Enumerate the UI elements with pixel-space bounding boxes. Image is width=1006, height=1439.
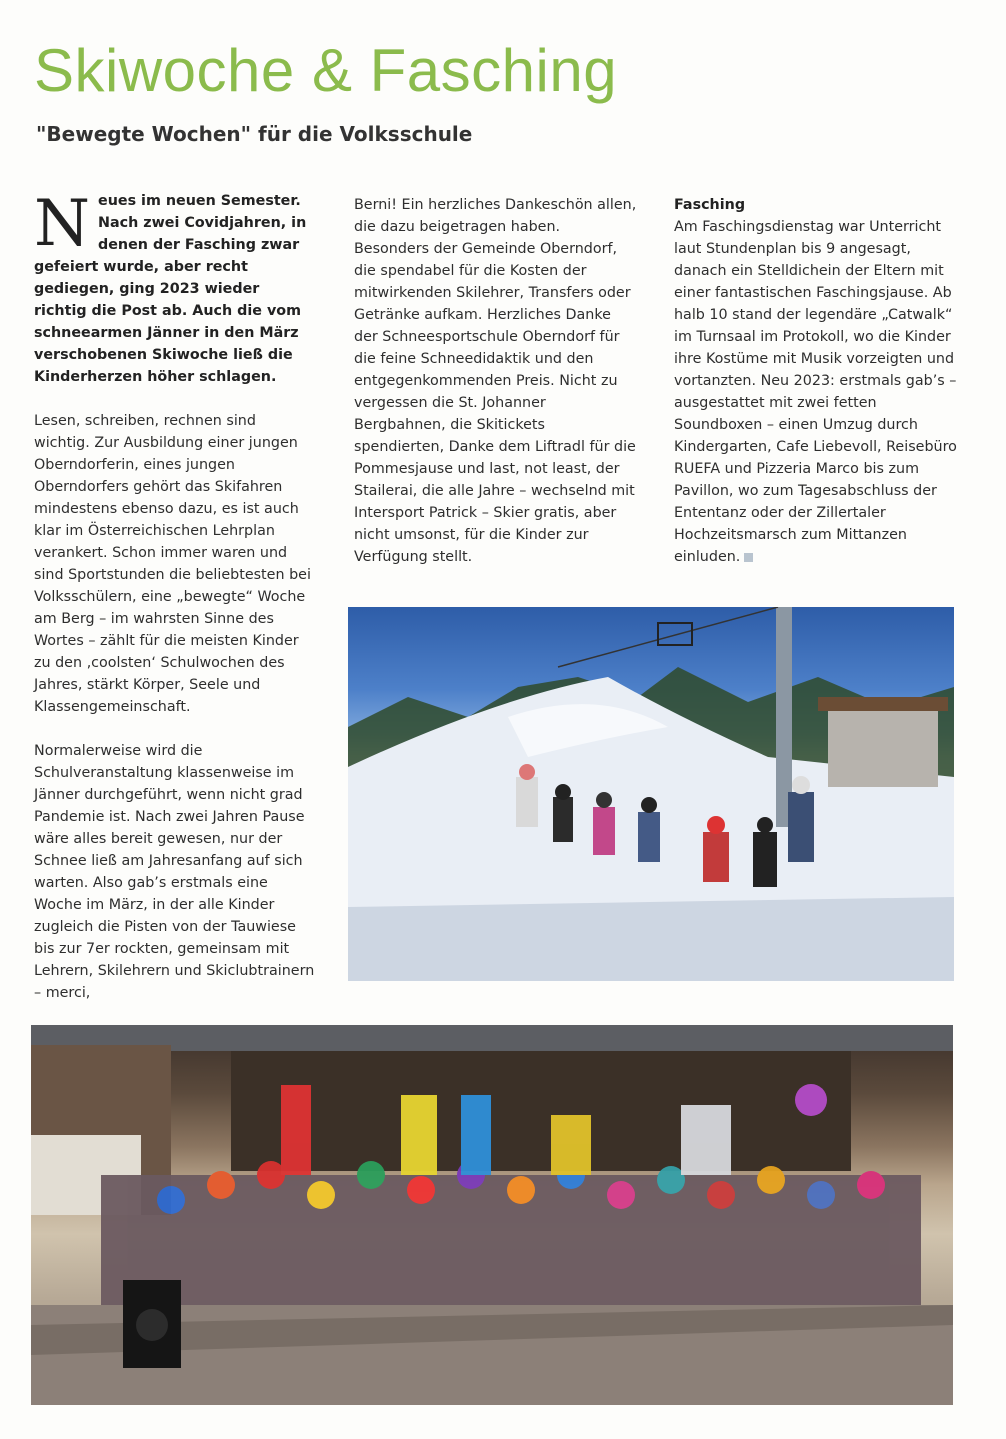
paragraph-fasching (674, 216, 958, 568)
fasching-group-photo (31, 1025, 953, 1405)
page-title: Skiwoche & Fasching (34, 37, 618, 104)
column-3 (674, 194, 958, 590)
lead-paragraph (34, 187, 316, 388)
end-mark-icon (744, 553, 753, 562)
section-heading-fasching: Fasching (674, 197, 746, 213)
paragraph-fasching-text: Am Faschingsdienstag war Unterricht laut Stundenplan bis 9 angesagt, danach ein Stelldichein der Eltern mit einer fantastischen Faschingsjause. Ab halb 10 stand der legendäre „Catwalk“ im Turnsaal im Protokoll, wo die Kinder ihre Kostüme mit Musik vorzeigten und vortanzten. Neu 2023: erstmals gab’s – ausgestattet mit zwei fetten Soundboxen – einen Umzug durch Kindergarten, Cafe Liebevoll, Reisebüro RUEFA und Pizzeria Marco bis zum Pavillon, wo zum Tagesabschluss der Ententanz oder der Zillertaler Hochzeitsmarsch zum Mittanzen einluden. (674, 219, 957, 565)
ski-group-photo (348, 607, 954, 981)
column-1 (34, 187, 316, 1026)
lead-text: eues im neuen Semester. Nach zwei Covidjahren, in denen der Fasching zwar gefeiert wurde, aber recht gediegen, ging 2023 wieder richtig die Post ab. Auch die vom schneearmen Jänner in den März verschobenen Skiwoche ließ die Kinderherzen höher schlagen. (34, 193, 307, 385)
page-subtitle: "Bewegte Wochen" für die Volksschule (36, 122, 473, 146)
paragraph-schulveranstaltung: Normalerweise wird die Schulveranstaltung klassenweise im Jänner durchgeführt, wenn nicht grad Pandemie ist. Nach zwei Jahren Pause wäre alles bereit gewesen, nur der Schnee ließ am Jahresanfang auf sich warten. Also gab’s erstmals eine Woche im März, in der alle Kinder zugleich die Pisten von der Tauwiese bis zur 7er rockten, gemeinsam mit Lehrern, Skilehrern und Skiclubtrainern – merci, (34, 743, 315, 1001)
paragraph-lehrplan: Lesen, schreiben, rechnen sind wichtig. Zur Ausbildung einer jungen Oberndorferin, eines jungen Oberndorfers gehört das Skifahren mindestens ebenso dazu, es ist auch klar im Österreichischen Lehrplan verankert. Schon immer waren und sind Sportstunden die beliebtesten bei Volksschülern, eine „bewegte“ Woche am Berg – im wahrsten Sinne des Wortes – zählt für die meisten Kinder zu den ‚coolsten‘ Schulwochen des Jahres, stärkt Körper, Seele und Klassengemeinschaft. (34, 413, 311, 715)
paragraph-dank: Berni! Ein herzliches Dankeschön allen, die dazu beigetragen haben. Besonders der Gemeinde Oberndorf, die spendabel für die Kosten der mitwirkenden Skilehrer, Transfers oder Getränke aufkam. Herzliches Danke der Schneesportschule Oberndorf für die feine Schneedidaktik und den entgegenkommenden Preis. Nicht zu vergessen die St. Johanner Bergbahnen, die Skitickets spendierten, Danke dem Liftradl für die Pommesjause und last, not least, der Stailerai, die alle Jahre – wechselnd mit Intersport Patrick – Skier gratis, aber nicht umsonst, für die Kinder zur Verfügung stellt. (354, 197, 637, 565)
ski-photo-illustration (348, 607, 954, 981)
drop-cap: N (34, 187, 90, 261)
column-2 (354, 194, 638, 590)
fasching-photo-illustration (31, 1025, 953, 1405)
